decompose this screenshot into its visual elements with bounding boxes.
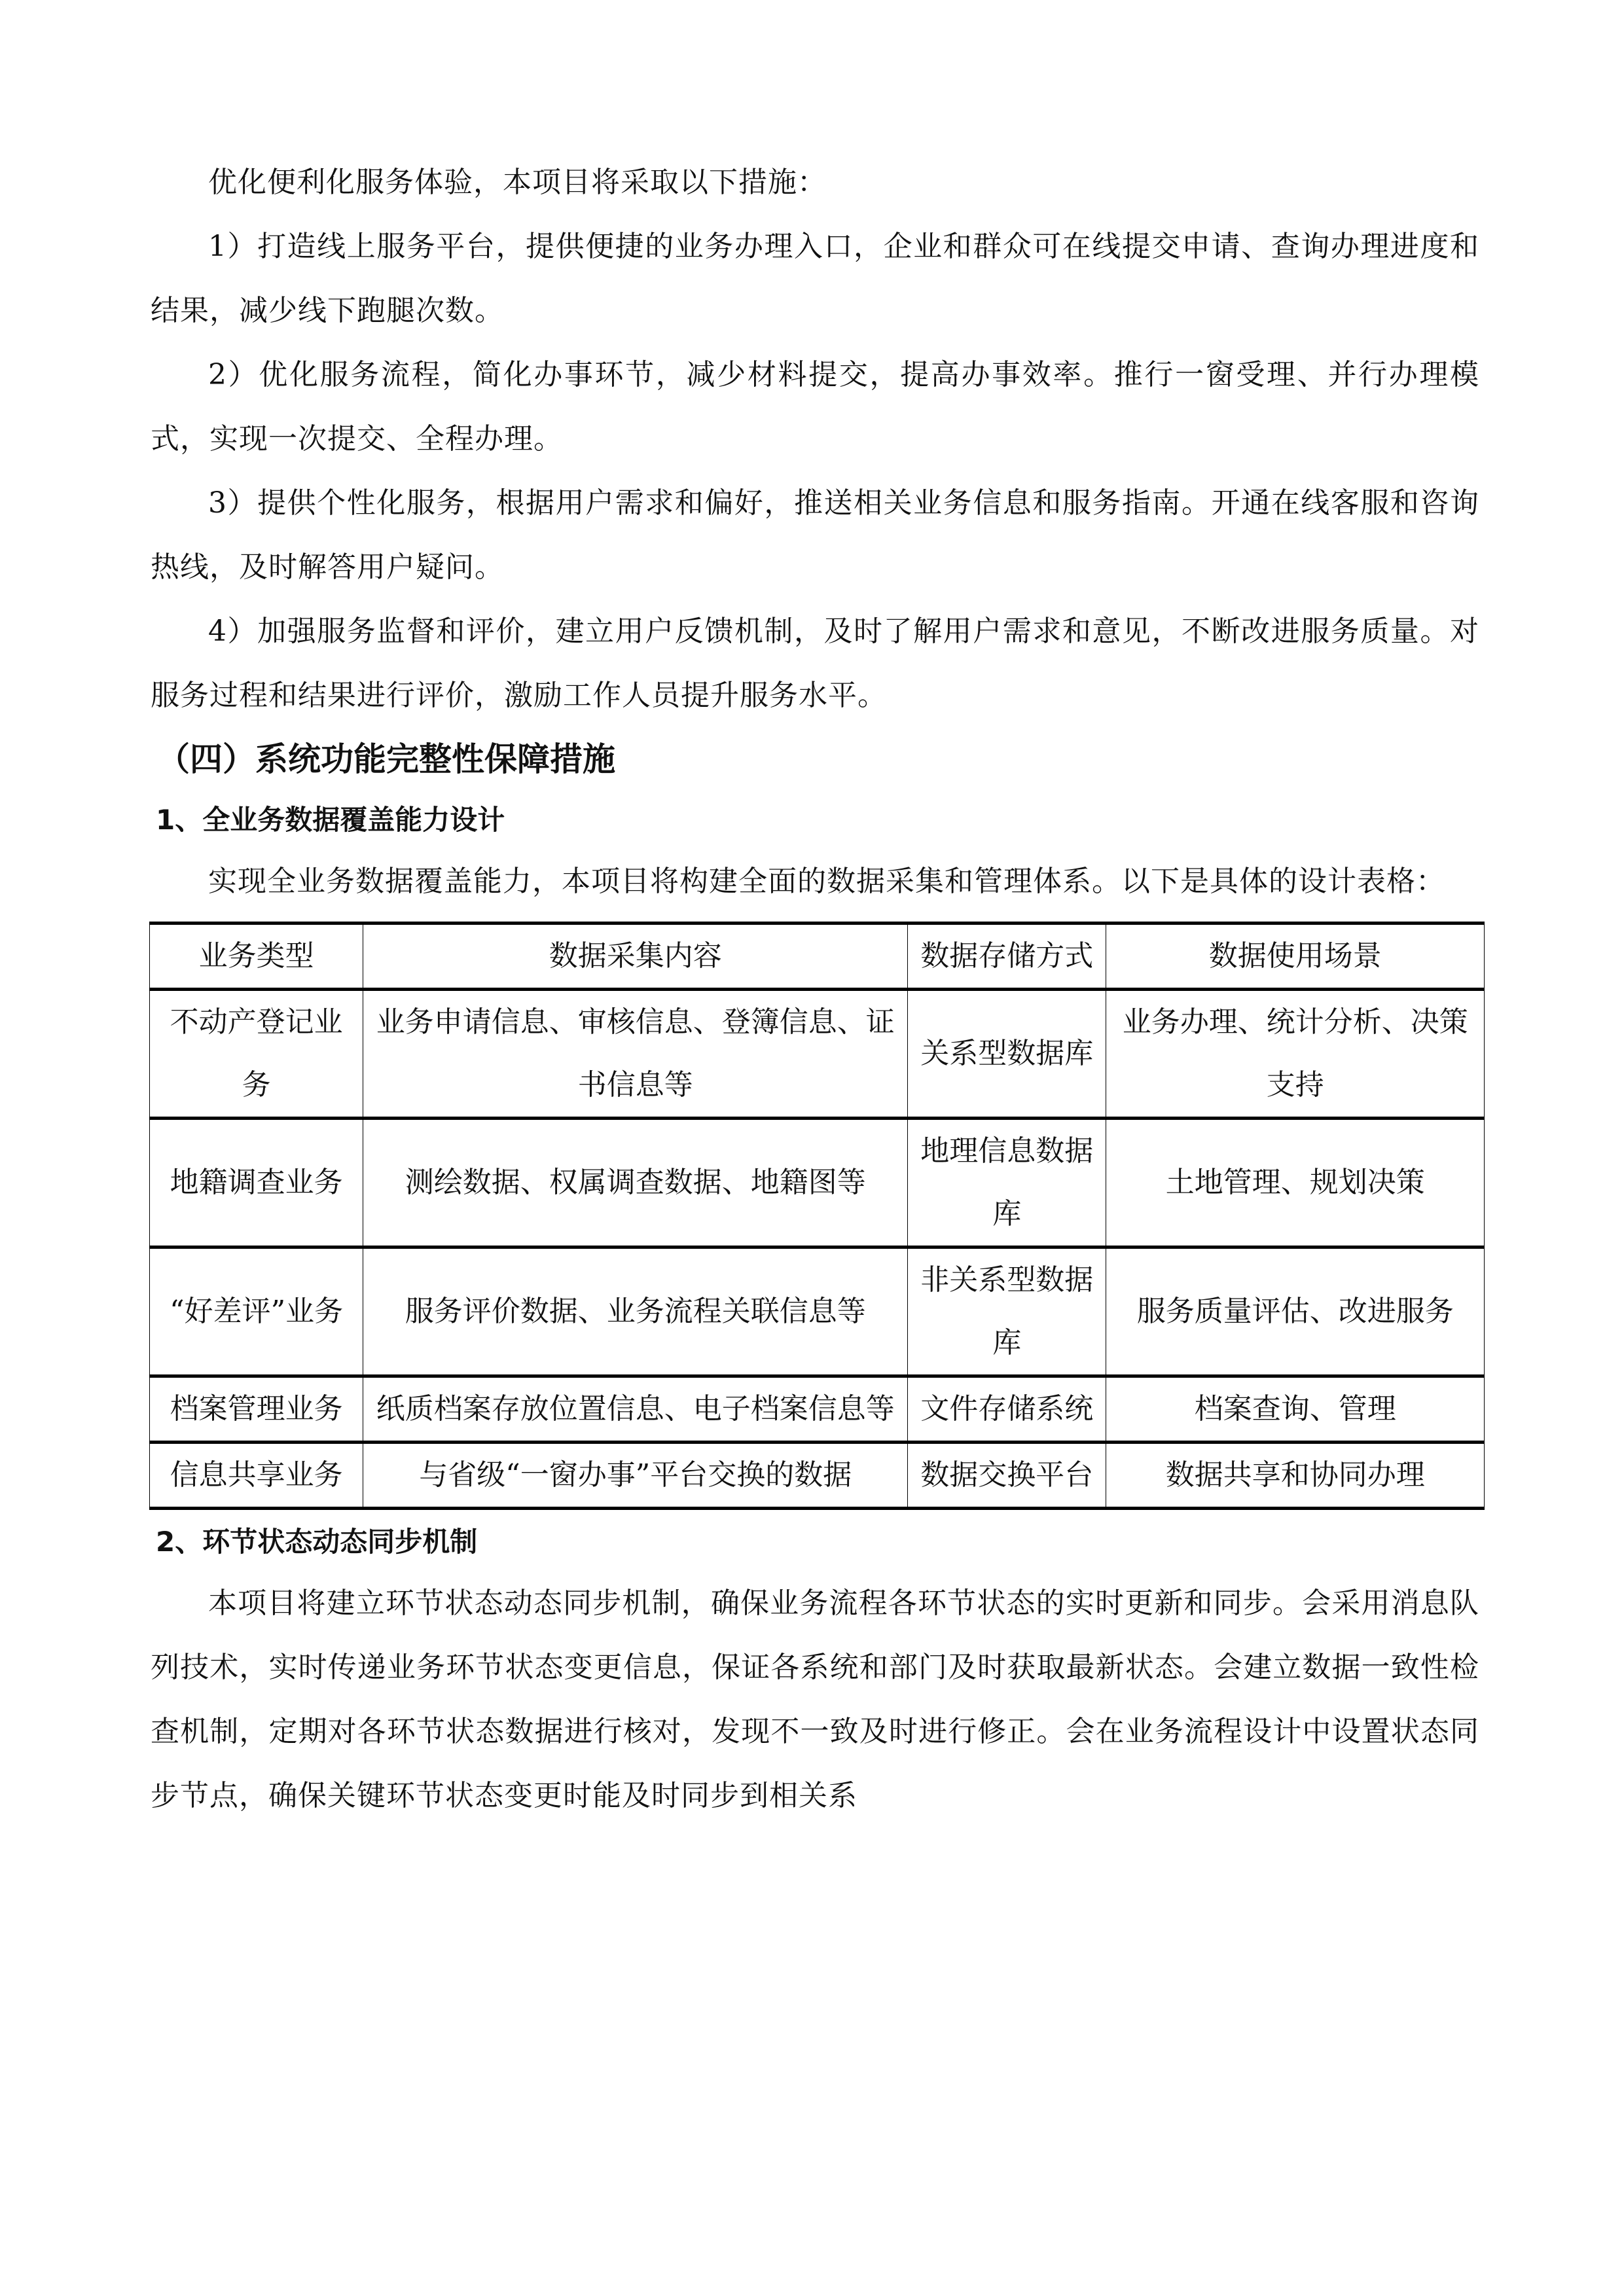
table-cell: 业务办理、统计分析、决策支持 xyxy=(1106,990,1485,1119)
subsection-1-intro: 实现全业务数据覆盖能力，本项目将构建全面的数据采集和管理体系。以下是具体的设计表格： xyxy=(208,865,1445,898)
table-cell: 信息共享业务 xyxy=(150,1443,363,1509)
table-cell: 不动产登记业务 xyxy=(150,990,363,1119)
table-cell: 与省级“一窗办事”平台交换的数据 xyxy=(363,1443,908,1509)
measure-3-paragraph: 3）提供个性化服务，根据用户需求和偏好，推送相关业务信息和服务指南。开通在线客服和咨询热线，及时解答用户疑问。 xyxy=(151,486,1479,584)
table-cell: 档案查询、管理 xyxy=(1106,1376,1485,1443)
document-page xyxy=(151,151,1479,1828)
data-coverage-table xyxy=(149,922,1485,1510)
header-cell: 数据存储方式 xyxy=(908,924,1106,990)
table-header-row xyxy=(150,924,1485,990)
section-heading: （四）系统功能完整性保障措施 xyxy=(157,740,615,778)
table-cell: 服务评价数据、业务流程关联信息等 xyxy=(363,1247,908,1376)
header-cell: 业务类型 xyxy=(150,924,363,990)
table-row xyxy=(150,1443,1485,1509)
table-cell: 非关系型数据库 xyxy=(908,1247,1106,1376)
table-row xyxy=(150,1119,1485,1247)
header-cell: 数据采集内容 xyxy=(363,924,908,990)
table-row xyxy=(150,1247,1485,1376)
subsection-2-heading: 2、环节状态动态同步机制 xyxy=(156,1526,478,1558)
measure-4-paragraph: 4）加强服务监督和评价，建立用户反馈机制，及时了解用户需求和意见，不断改进服务质量。对服务过程和结果进行评价，激励工作人员提升服务水平。 xyxy=(151,615,1479,712)
table-cell: 地理信息数据库 xyxy=(908,1119,1106,1247)
subsection-1-heading: 1、全业务数据覆盖能力设计 xyxy=(156,804,505,836)
table-row xyxy=(150,990,1485,1119)
table-cell: 业务申请信息、审核信息、登簿信息、证书信息等 xyxy=(363,990,908,1119)
table-cell: 文件存储系统 xyxy=(908,1376,1106,1443)
table-cell: 服务质量评估、改进服务 xyxy=(1106,1247,1485,1376)
table-cell: 土地管理、规划决策 xyxy=(1106,1119,1485,1247)
table-cell: 数据交换平台 xyxy=(908,1443,1106,1509)
table-cell: 档案管理业务 xyxy=(150,1376,363,1443)
measure-1-paragraph: 1）打造线上服务平台，提供便捷的业务办理入口，企业和群众可在线提交申请、查询办理进度和结果，减少线下跑腿次数。 xyxy=(151,230,1479,327)
header-cell: 数据使用场景 xyxy=(1106,924,1485,990)
table-row xyxy=(150,1376,1485,1443)
table-cell: 地籍调查业务 xyxy=(150,1119,363,1247)
table-cell: 关系型数据库 xyxy=(908,990,1106,1119)
table-cell: “好差评”业务 xyxy=(150,1247,363,1376)
intro-paragraph: 优化便利化服务体验，本项目将采取以下措施： xyxy=(208,166,827,199)
table-cell: 纸质档案存放位置信息、电子档案信息等 xyxy=(363,1376,908,1443)
table-cell: 数据共享和协同办理 xyxy=(1106,1443,1485,1509)
table-cell: 测绘数据、权属调查数据、地籍图等 xyxy=(363,1119,908,1247)
measure-2-paragraph: 2）优化服务流程，简化办事环节，减少材料提交，提高办事效率。推行一窗受理、并行办理模式，实现一次提交、全程办理。 xyxy=(151,358,1479,456)
subsection-2-body: 本项目将建立环节状态动态同步机制，确保业务流程各环节状态的实时更新和同步。会采用消息队列技术，实时传递业务环节状态变更信息，保证各系统和部门及时获取最新状态。会建立数据一致性检查机制，定期对各环节状态数据进行核对，发现不一致及时进行修正。会在业务流程设计中设置状态同步节点，确保关键环节状态变更时能及时同步到相关系 xyxy=(151,1587,1479,1812)
